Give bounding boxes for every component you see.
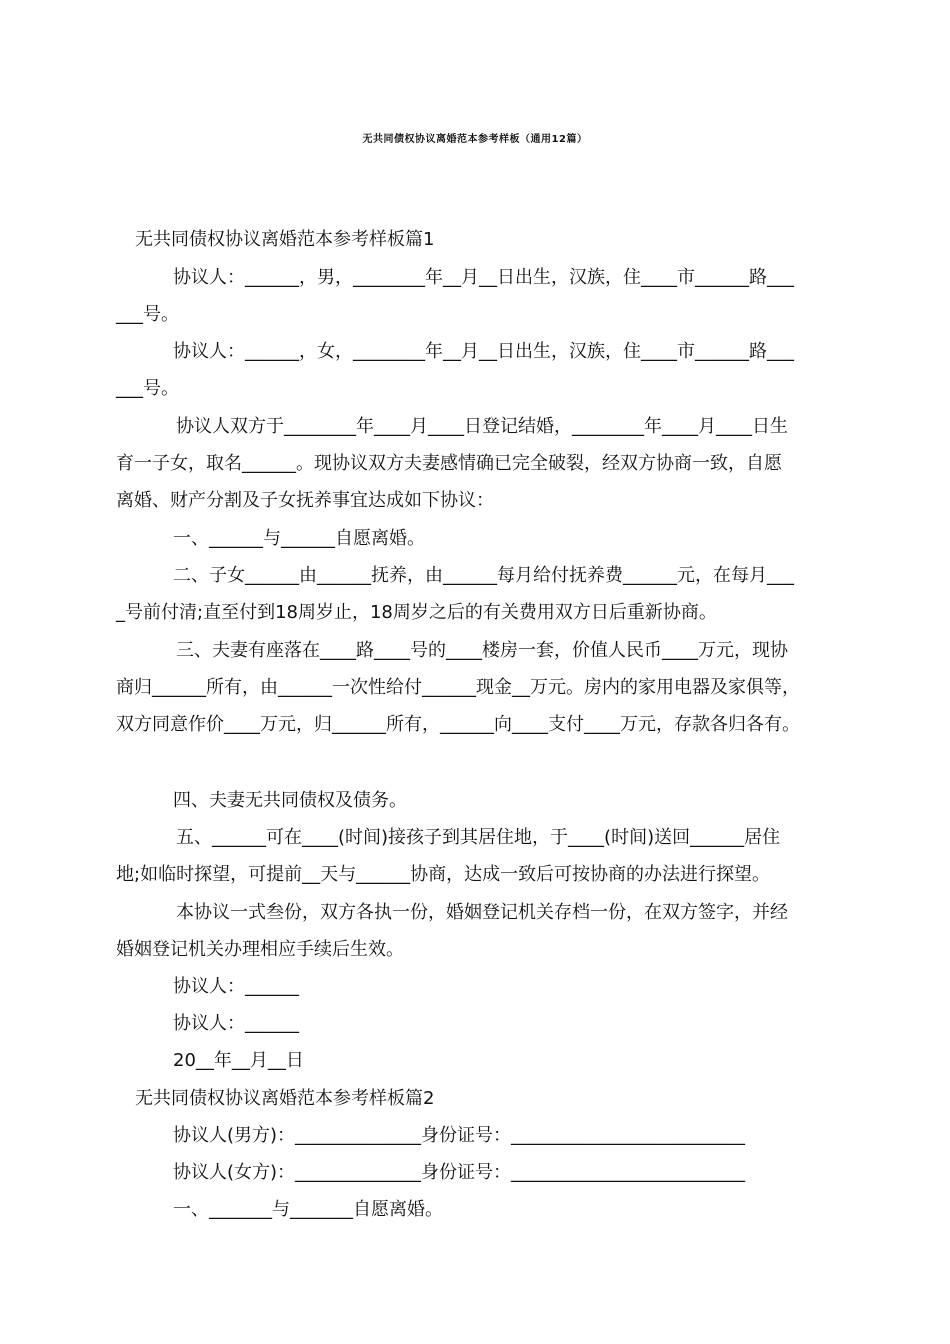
item2-line1: 二、子女______由______抚养，由______每月给付抚养费______元，在每月___ [173, 565, 794, 586]
section1-heading: 无共同债权协议离婚范本参考样板篇1 [135, 229, 435, 250]
signature-line-1: 协议人：______ [173, 976, 299, 997]
item3-line3: 双方同意作价____万元，归______所有，______向____支付____万元，存款各归各有。 [116, 714, 800, 735]
intro-line3: 离婚、财产分割及子女抚养事宜达成如下协议： [116, 490, 494, 511]
item3-line1: 三、夫妻有座落在____路____号的____楼房一套，价值人民币____万元，现协 [176, 640, 788, 661]
item5-line1: 五、______可在____(时间)接孩子到其居住地，于____(时间)送回______居住 [176, 827, 781, 848]
party1-line2: ___号。 [116, 304, 179, 325]
intro-line2: 育一子女，取名______。现协议双方夫妻感情确已完全破裂，经双方协商一致，自愿 [116, 453, 782, 474]
intro-line1: 协议人双方于________年____月____日登记结婚，________年____月____日生 [176, 416, 788, 437]
signature-line-2: 协议人：______ [173, 1013, 299, 1034]
party-female-line: 协议人(女方)：______________身份证号：__________________________ [173, 1162, 746, 1183]
closing-line2: 婚姻登记机关办理相应手续后生效。 [116, 939, 404, 960]
item5-line2: 地;如临时探望，可提前__天与______协商，达成一致后可按协商的办法进行探望。 [116, 864, 771, 885]
document-title: 无共同债权协议离婚范本参考样板（通用12篇） [362, 134, 588, 145]
party1-line1: 协议人：______，男，________年__月__日出生，汉族，住____市______路___ [173, 267, 794, 288]
party-male-line: 协议人(男方)：______________身份证号：__________________________ [173, 1125, 746, 1146]
item3-line2: 商归______所有，由______一次性给付______现金__万元。房内的家用电器及家俱等， [116, 677, 800, 698]
section2-heading: 无共同债权协议离婚范本参考样板篇2 [135, 1088, 435, 1109]
section2-item1: 一、_______与_______自愿离婚。 [173, 1199, 443, 1220]
party2-line1: 协议人：______，女，________年__月__日出生，汉族，住____市______路___ [173, 341, 794, 362]
item2-line2: _号前付清;直至付到18周岁止，18周岁之后的有关费用双方日后重新协商。 [116, 602, 717, 623]
item4: 四、夫妻无共同债权及债务。 [173, 790, 407, 811]
item1: 一、______与______自愿离婚。 [173, 528, 425, 549]
date-line: 20__年__月__日 [173, 1050, 304, 1071]
closing-line1: 本协议一式叁份，双方各执一份，婚姻登记机关存档一份，在双方签字，并经 [176, 902, 788, 923]
party2-line2: ___号。 [116, 378, 179, 399]
